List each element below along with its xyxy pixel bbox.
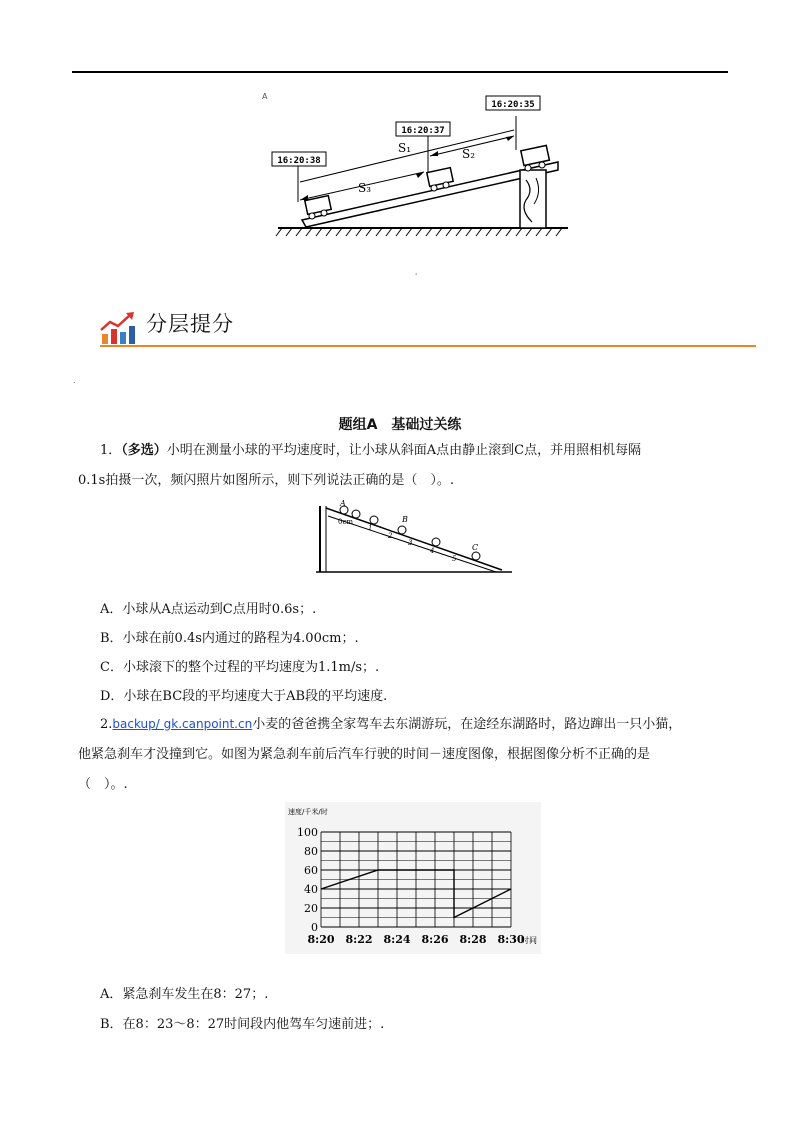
y-tick-label: 40 (304, 883, 318, 896)
q2-stem-text: 小麦的爸爸携全家驾车去东湖游玩，在途经东湖路时，路边蹿出一只小猫， (252, 717, 682, 732)
y-tick-label: 60 (304, 864, 318, 877)
label-a: A (340, 500, 346, 508)
tick-5: 5 (452, 555, 457, 563)
chart-ylabel: 速度/千米/时 (288, 808, 328, 816)
section-header (100, 308, 756, 348)
top-rule (72, 71, 728, 73)
incline-cart-figure (258, 90, 574, 240)
y-tick-label: 20 (304, 902, 318, 915)
q2-stem-line1 (100, 710, 740, 739)
section-title: 分层提分 (146, 312, 234, 336)
stamp-bottom: 16:20:38 (277, 156, 321, 166)
y-tick-label: 0 (311, 921, 318, 934)
tick-2: 2 (388, 532, 393, 540)
y-tick-label: 100 (297, 826, 318, 839)
label-c: C (472, 543, 479, 552)
y-tick-label: 80 (304, 845, 318, 858)
q2-option-a: A．紧急刹车发生在8：27；. (100, 987, 269, 1002)
label-s3: S₃ (358, 181, 372, 195)
q1-stem-text: 小明在测量小球的平均速度时，让小球从斜面A点由静止滚到C点，并用照相机每隔 (166, 443, 642, 458)
label-unit: 0cm (338, 518, 354, 526)
q1-number: 1． (100, 443, 122, 458)
x-tick-label: 8:24 (383, 933, 411, 946)
x-tick-label: 8:22 (345, 933, 373, 946)
section-divider (100, 345, 756, 347)
q2-link[interactable]: backup/ gk.canpoint.cn (112, 717, 253, 731)
q1-tag: （多选） (121, 443, 167, 458)
x-tick-label: 8:20 (307, 933, 335, 946)
tick-3: 3 (408, 539, 413, 547)
q1-option-c: C．小球滚下的整个过程的平均速度为1.1m/s；. (100, 660, 380, 675)
tick-4: 4 (430, 547, 435, 555)
stamp-middle: 16:20:37 (401, 126, 445, 136)
chart-xlabel: 时间 (521, 936, 537, 945)
x-tick-label: 8:26 (421, 933, 449, 946)
x-tick-label: 8:30 (497, 933, 525, 946)
q2-stem-line3: （ ）。. (78, 777, 128, 792)
group-title: 题组A 基础过关练 (338, 417, 462, 433)
speed-time-chart (285, 802, 541, 954)
corner-mark: A (262, 92, 268, 101)
q1-option-d: D．小球在BC段的平均速度大于AB段的平均速度. (100, 689, 388, 704)
q2-number: 2. (100, 717, 113, 732)
stamp-top: 16:20:35 (491, 100, 535, 110)
bar-chart-up-arrow-icon (100, 312, 136, 346)
q2-stem-line2: 他紧急刹车才没撞到它。如图为紧急刹车前后汽车行驶的时间－速度图像，根据图像分析不正确的是 (78, 747, 651, 762)
q2-option-b: B．在8：23～8：27时间段内他驾车匀速前进；. (100, 1017, 385, 1032)
tick-1: 1 (368, 524, 373, 532)
q1-option-a: A．小球从A点运动到C点用时0.6s；. (100, 602, 317, 617)
q1-option-b: B．小球在前0.4s内通过的路程为4.00cm；. (100, 631, 359, 646)
label-s1: S₁ (398, 141, 412, 155)
label-s2: S₂ (462, 147, 476, 161)
q1-stem-line2: 0.1s拍摄一次，频闪照片如图所示，则下列说法正确的是（ ）。. (78, 473, 454, 488)
label-b: B (402, 515, 408, 524)
q1-stem-line1 (100, 436, 740, 465)
strobe-incline-figure (316, 500, 521, 580)
x-tick-label: 8:28 (459, 933, 487, 946)
